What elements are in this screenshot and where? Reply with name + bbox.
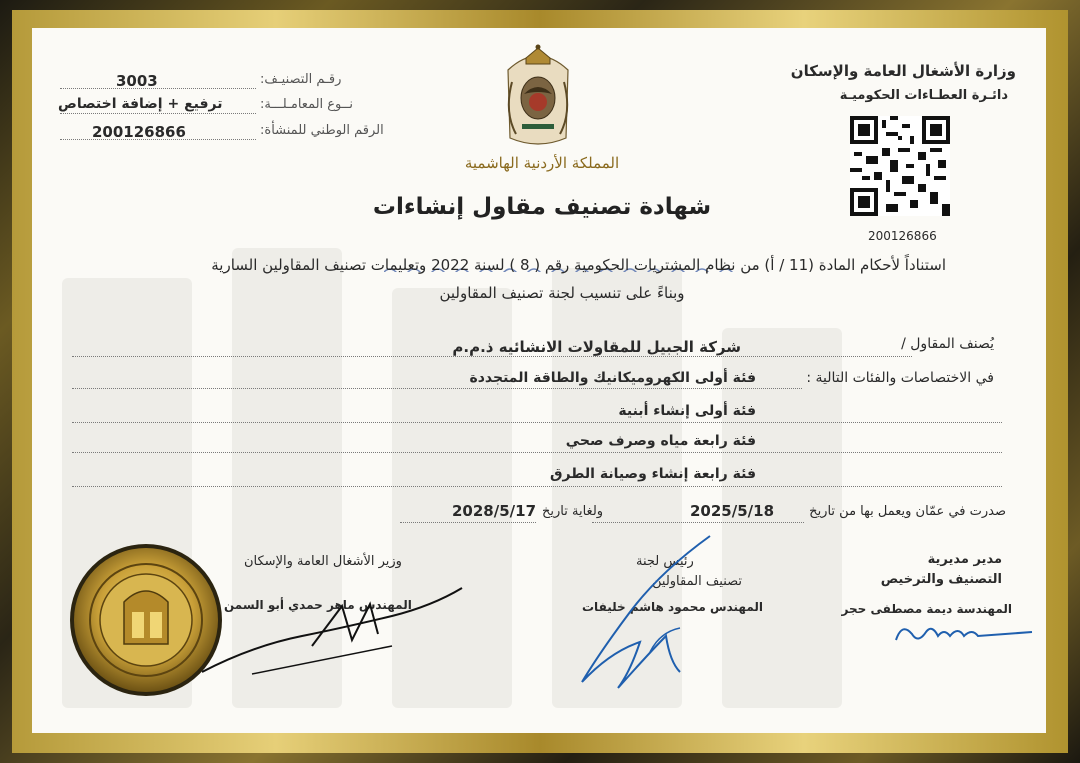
preamble-line-1: استناداً لأحكام المادة (11 / أ) من نظام المشتريات الحكومية رقم ( 8 ) لسنة 2022 وتعليمات تصنيف المقاولين السارية <box>211 256 946 274</box>
until-value: 2028/5/17 <box>452 502 537 520</box>
minister-name: المهندس ماهر حمدي أبو السمن <box>224 598 412 612</box>
issued-line <box>592 522 804 523</box>
until-line <box>400 522 536 523</box>
issued-value: 2025/5/18 <box>690 502 775 520</box>
minister-signature-icon <box>192 576 472 686</box>
qr-number: 200126866 <box>868 229 937 243</box>
transaction-value: ترفيع + إضافة اختصاص <box>58 96 223 112</box>
national-number-value: 200126866 <box>92 123 186 141</box>
classification-label: رقـم التصنيـف: <box>260 72 342 87</box>
chair-title-2: تصنيف المقاولين <box>652 574 743 589</box>
emblem-caption: المملكة الأردنية الهاشمية <box>464 154 620 172</box>
specialty-item-2: فئة أولى إنشاء أبنية <box>618 403 756 419</box>
ministry-name: وزارة الأشغال العامة والإسكان <box>790 62 1016 80</box>
specialty-line-1 <box>72 388 802 389</box>
specialty-item-3: فئة رابعة مياه وصرف صحي <box>565 433 756 449</box>
director-signature-icon <box>892 618 1042 648</box>
preamble-line-2: وبناءً على تنسيب لجنة تصنيف المقاولين <box>439 284 685 302</box>
department-name: دائـرة العطـاءات الحكوميـة <box>839 88 1008 103</box>
chair-title-1: رئيس لجنة <box>636 554 694 569</box>
specialty-item-4: فئة رابعة إنشاء وصيانة الطرق <box>550 466 756 482</box>
chair-name: المهندس محمود هاشم خليفات <box>582 600 763 614</box>
minister-title: وزير الأشغال العامة والإسكان <box>244 554 402 569</box>
chair-signature-icon <box>570 532 720 692</box>
national-number-label: الرقم الوطني للمنشأة: <box>260 123 384 138</box>
issued-label: صدرت في عمّان ويعمل بها من تاريخ <box>809 504 1006 519</box>
specialties-label: في الاختصاصات والفئات التالية : <box>806 370 994 386</box>
certificate-title: شهادة تصنيف مقاول إنشاءات <box>372 194 712 220</box>
classification-line <box>60 88 256 89</box>
certificate-paper <box>32 28 1046 733</box>
specialty-line-4 <box>72 486 1002 487</box>
contractor-label: يُصنف المقاول / <box>901 336 994 352</box>
classification-value: 3003 <box>116 72 158 90</box>
director-name: المهندسة ديمة مصطفى حجر <box>841 602 1012 616</box>
specialty-line-3 <box>72 452 1002 453</box>
specialty-line-2 <box>72 422 1002 423</box>
contractor-line <box>72 356 912 357</box>
director-title-2: التصنيف والترخيص <box>880 572 1002 587</box>
jordan-coat-of-arms-icon <box>498 42 578 152</box>
specialty-item-1: فئة أولى الكهروميكانيك والطاقة المتجددة <box>469 370 756 386</box>
until-label: ولغاية تاريخ <box>542 504 604 519</box>
transaction-label: نــوع المعامـلـــة: <box>260 97 354 112</box>
qr-code-icon <box>850 116 950 216</box>
contractor-name: شركة الجبيل للمقاولات الانشائيه ذ.م.م <box>452 338 741 356</box>
director-title-1: مدير مديرية <box>927 552 1002 567</box>
transaction-line <box>60 113 256 114</box>
